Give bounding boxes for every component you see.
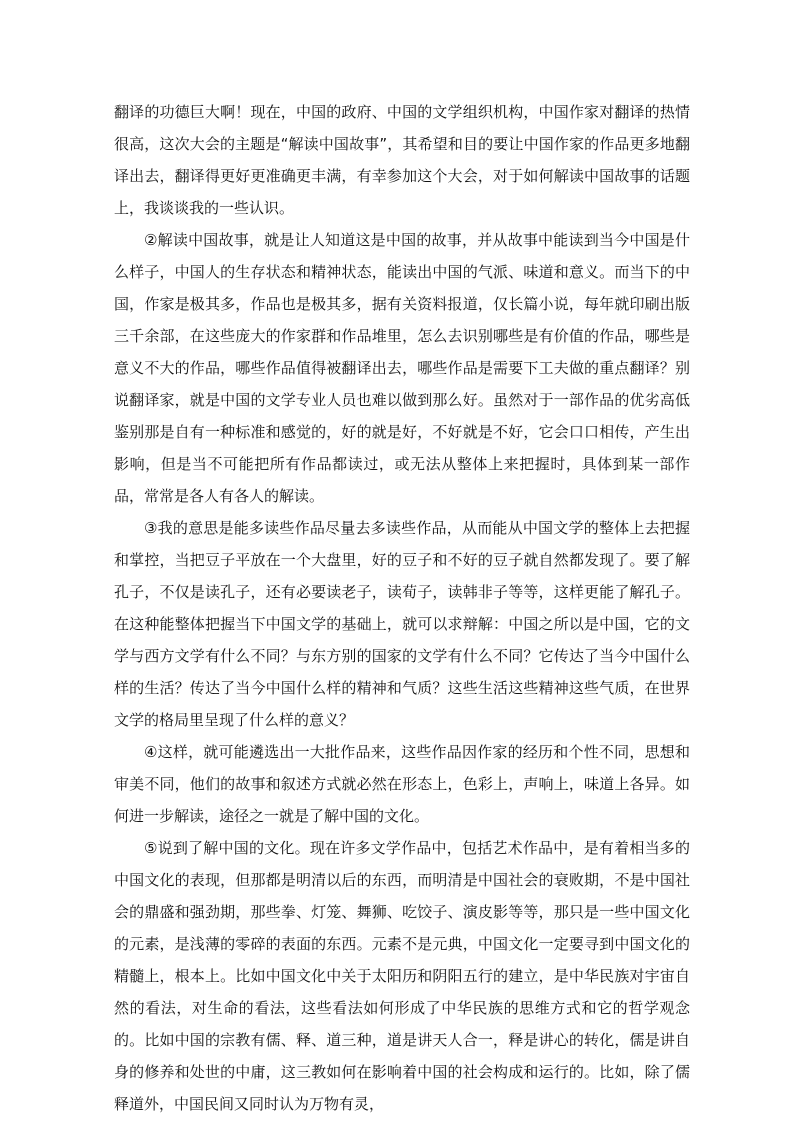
- paragraph-2: ②解读中国故事，就是让人知道这是中国的故事，并从故事中能读到当今中国是什么样子，中国人的生存状态和精神状态，能读出中国的气派、味道和意义。而当下的中国，作家是极其多，作品也是极其多，据有关资料报道，仅长篇小说，每年就印刷出版三千余部，在这些庞大的作家群和作品堆里，怎么去识别哪些是有价值的作品，哪些是意义不大的作品，哪些作品值得被翻译出去，哪些作品是需要下工夫做的重点翻译？别说翻译家，就是中国的文学专业人员也难以做到那么好。虽然对于一部作品的优劣高低鉴别那是自有一种标准和感觉的，好的就是好，不好就是不好，它会口口相传，产生出影响，但是当不可能把所有作品都读过，或无法从整体上来把握时，具体到某一部作品，常常是各人有各人的解读。: [114, 231, 690, 505]
- paragraph-1: 翻译的功德巨大啊！现在，中国的政府、中国的文学组织机构，中国作家对翻译的热情很高，这次大会的主题是“解读中国故事”，其希望和目的要让中国作家的作品更多地翻译出去，翻译得更好更准确更丰满，有幸参加这个大会，对于如何解读中国故事的话题上，我谈谈我的一些认识。: [114, 103, 690, 217]
- document-body: [114, 96, 690, 1120]
- paragraph-5: ⑤说到了解中国的文化。现在许多文学作品中，包括艺术作品中，是有着相当多的中国文化的表现，但那都是明清以后的东西，而明清是中国社会的衰败期，不是中国社会的鼎盛和强劲期，那些拳、灯笼、舞狮、吃饺子、演皮影等等，那只是一些中国文化的元素，是浅薄的零碎的表面的东西。元素不是元典，中国文化一定要寻到中国文化的精髓上，根本上。比如中国文化中关于太阳历和阴阳五行的建立，是中华民族对宇宙自然的看法，对生命的看法，这些看法如何形成了中华民族的思维方式和它的哲学观念的。比如中国的宗教有儒、释、道三种，道是讲天人合一，释是讲心的转化，儒是讲自身的修养和处世的中庸，这三教如何在影响着中国的社会构成和运行的。比如，除了儒释道外，中国民间又同时认为万物有灵，: [114, 839, 690, 1113]
- paragraph-4: ④这样，就可能遴选出一大批作品来，这些作品因作家的经历和个性不同，思想和审美不同，他们的故事和叙述方式就必然在形态上，色彩上，声响上，味道上各异。如何进一步解读，途径之一就是了解中国的文化。: [114, 743, 690, 825]
- paragraph-3: ③我的意思是能多读些作品尽量去多读些作品，从而能从中国文学的整体上去把握和掌控，当把豆子平放在一个大盘里，好的豆子和不好的豆子就自然都发现了。要了解孔子，不仅是读孔子，还有必要读老子，读荀子，读韩非子等等，这样更能了解孔子。在这种能整体把握当下中国文学的基础上，就可以求辩解：中国之所以是中国，它的文学与西方文学有什么不同？与东方别的国家的文学有什么不同？它传达了当今中国什么样的生活？传达了当今中国什么样的精神和气质？这些生活这些精神这些气质，在世界文学的格局里呈现了什么样的意义？: [114, 519, 690, 729]
